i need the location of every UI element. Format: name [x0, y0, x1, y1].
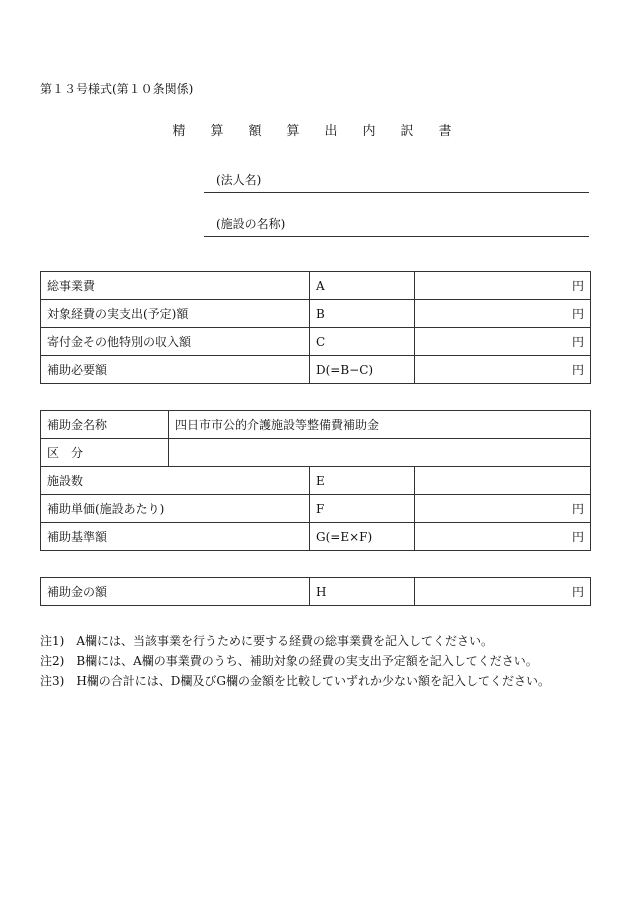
row-code: E — [310, 467, 415, 495]
amount-cell[interactable]: 円 — [415, 495, 591, 523]
note-2: 注2) B欄には、A欄の事業費のうち、補助対象の経費の実支出予定額を記入してください。 — [40, 654, 538, 668]
cost-table — [40, 271, 591, 384]
table-row — [41, 495, 591, 523]
notes — [40, 631, 550, 691]
facility-name-field[interactable] — [204, 214, 589, 237]
row-code: G(=E×F) — [310, 523, 415, 551]
subsidy-amount-table — [40, 577, 591, 606]
table-row — [41, 523, 591, 551]
row-label: 補助金の額 — [41, 578, 310, 606]
table-row — [41, 328, 591, 356]
subsidy-table — [40, 410, 591, 551]
row-code: H — [310, 578, 415, 606]
division-value[interactable] — [169, 439, 591, 467]
table-row — [41, 356, 591, 384]
amount-cell[interactable]: 円 — [415, 356, 591, 384]
row-label: 補助必要額 — [41, 356, 310, 384]
corp-name-field[interactable] — [204, 170, 589, 193]
amount-cell[interactable]: 円 — [415, 578, 591, 606]
row-label: 寄付金その他特別の収入額 — [41, 328, 310, 356]
row-code: C — [310, 328, 415, 356]
row-label: 総事業費 — [41, 272, 310, 300]
row-code: F — [310, 495, 415, 523]
row-label: 対象経費の実支出(予定)額 — [41, 300, 310, 328]
table-row — [41, 439, 591, 467]
note-1: 注1) A欄には、当該事業を行うために要する経費の総事業費を記入してください。 — [40, 634, 493, 648]
table-row — [41, 300, 591, 328]
table-row — [41, 578, 591, 606]
division-label: 区 分 — [41, 439, 169, 467]
amount-cell[interactable]: 円 — [415, 272, 591, 300]
form-number: 第１３号様式(第１０条関係) — [40, 82, 194, 96]
table-row — [41, 411, 591, 439]
note-3: 注3) H欄の合計には、D欄及びG欄の金額を比較していずれか少ない額を記入してください。 — [40, 674, 550, 688]
row-code: A — [310, 272, 415, 300]
row-code: B — [310, 300, 415, 328]
amount-cell[interactable]: 円 — [415, 523, 591, 551]
amount-cell[interactable] — [415, 467, 591, 495]
amount-cell[interactable]: 円 — [415, 328, 591, 356]
corp-name-label: (法人名) — [216, 173, 262, 187]
subsidy-name-value: 四日市市公的介護施設等整備費補助金 — [169, 411, 591, 439]
table-row — [41, 272, 591, 300]
document-title: 精 算 額 算 出 内 訳 書 — [172, 124, 458, 139]
row-label: 補助単価(施設あたり) — [41, 495, 310, 523]
row-label: 施設数 — [41, 467, 310, 495]
table-row — [41, 467, 591, 495]
facility-name-label: (施設の名称) — [216, 217, 286, 231]
row-label: 補助基準額 — [41, 523, 310, 551]
subsidy-name-label: 補助金名称 — [41, 411, 169, 439]
row-code: D(=B−C) — [310, 356, 415, 384]
amount-cell[interactable]: 円 — [415, 300, 591, 328]
